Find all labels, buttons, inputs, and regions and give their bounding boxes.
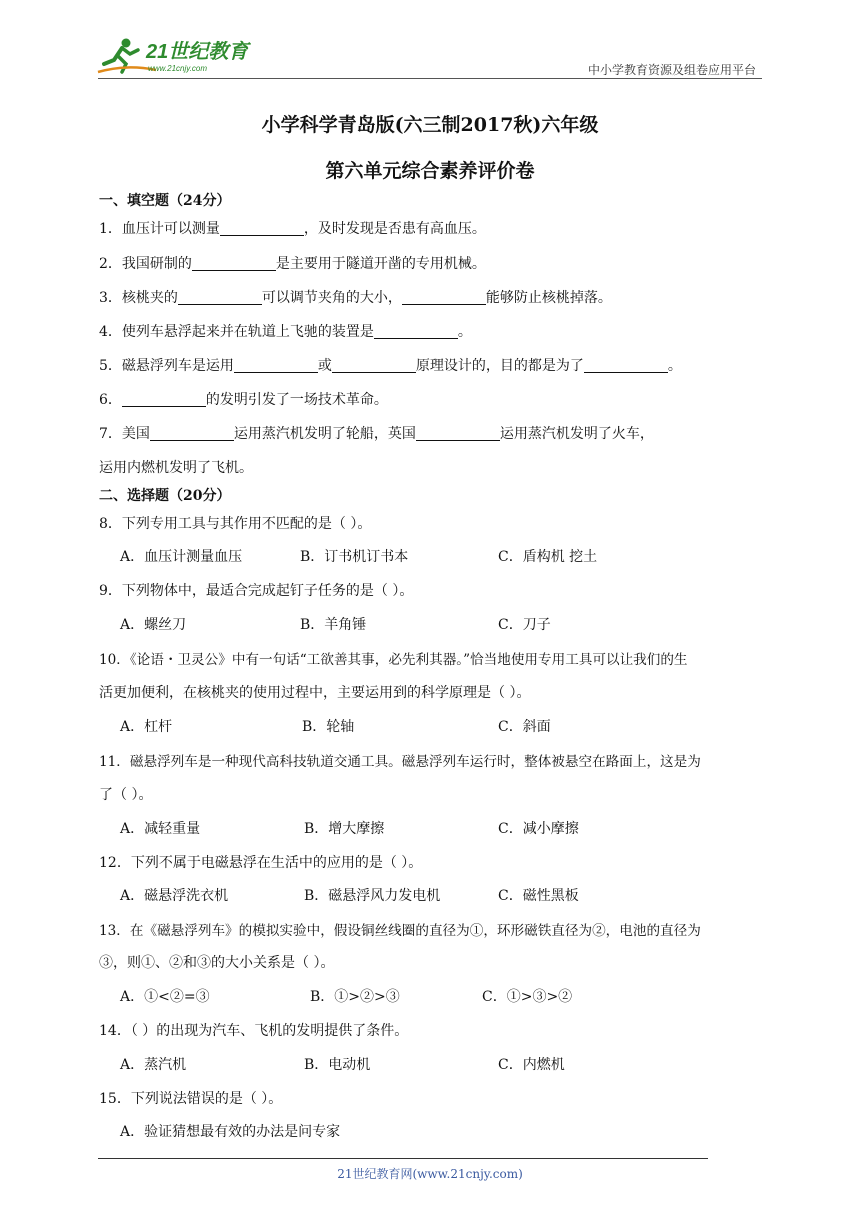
option-a[interactable]: A．螺丝刀 — [120, 617, 187, 633]
option-b[interactable]: B．磁悬浮风力发电机 — [304, 888, 441, 904]
question-6: 6． 的发明引发了一场技术革命。 — [99, 392, 388, 408]
question-7-cont: 运用内燃机发明了飞机。 — [99, 460, 253, 476]
option-a[interactable]: A．验证猜想最有效的办法是问专家 — [120, 1124, 341, 1140]
option-c[interactable]: C．内燃机 — [498, 1057, 565, 1073]
question-13-cont: ③，则①、②和③的大小关系是（ ）。 — [99, 955, 335, 971]
option-b[interactable]: B．羊角锤 — [300, 617, 367, 633]
exam-title: 小学科学青岛版(六三制2017秋)六年级 — [261, 114, 599, 136]
option-c[interactable]: C．盾构机 挖土 — [498, 549, 598, 565]
option-c[interactable]: C．减小摩擦 — [498, 821, 579, 837]
question-1: 1．血压计可以测量 ，及时发现是否患有高血压。 — [99, 221, 486, 237]
option-a[interactable]: A．磁悬浮洗衣机 — [120, 888, 229, 904]
site-logo — [96, 34, 256, 78]
question-7: 7．美国 运用蒸汽机发明了轮船，英国 运用蒸汽机发明了火车， — [99, 426, 654, 442]
option-a[interactable]: A．杠杆 — [120, 719, 173, 735]
question-11: 11．磁悬浮列车是一种现代高科技轨道交通工具。磁悬浮列车运行时，整体被悬空在路面上，这是为 — [99, 754, 701, 770]
question-11-cont: 了（ ）。 — [99, 787, 153, 803]
question-14: 14．（ ）的出现为汽车、飞机的发明提供了条件。 — [99, 1023, 409, 1039]
question-13: 13．在《磁悬浮列车》的模拟实验中，假设铜丝线圈的直径为①，环形磁铁直径为②，电池的直径为 — [99, 923, 701, 939]
section2-heading: 二、选择题（20分） — [99, 488, 231, 504]
answer-blank[interactable] — [402, 289, 486, 305]
platform-name: 中小学教育资源及组卷应用平台 — [587, 63, 756, 77]
logo-text: 21世纪教育 — [146, 41, 249, 63]
question-9: 9．下列物体中，最适合完成起钉子任务的是（ ）。 — [99, 583, 414, 599]
question-2: 2．我国研制的 是主要用于隧道开凿的专用机械。 — [99, 256, 486, 272]
answer-blank[interactable] — [332, 357, 416, 373]
option-a[interactable]: A．减轻重量 — [120, 821, 201, 837]
question-10-cont: 活更加便利，在核桃夹的使用过程中，主要运用到的科学原理是（ ）。 — [99, 685, 531, 701]
answer-blank[interactable] — [178, 289, 262, 305]
question-8: 8．下列专用工具与其作用不匹配的是（ ）。 — [99, 516, 372, 532]
question-15: 15．下列说法错误的是（ ）。 — [99, 1091, 283, 1107]
section1-heading: 一、填空题（24分） — [99, 193, 231, 209]
answer-blank[interactable] — [584, 357, 668, 373]
footer-link[interactable]: 21世纪教育网(www.21cnjy.com) — [337, 1167, 523, 1181]
option-a[interactable]: A．血压计测量血压 — [120, 549, 243, 565]
option-c[interactable]: C．①>③>② — [482, 989, 573, 1005]
option-c[interactable]: C．斜面 — [498, 719, 551, 735]
answer-blank[interactable] — [374, 323, 458, 339]
answer-blank[interactable] — [220, 220, 304, 236]
option-b[interactable]: B．轮轴 — [302, 719, 355, 735]
question-5: 5．磁悬浮列车是运用 或 原理设计的，目的都是为了 。 — [99, 358, 682, 374]
answer-blank[interactable] — [416, 425, 500, 441]
answer-blank[interactable] — [234, 357, 318, 373]
option-b[interactable]: B．电动机 — [304, 1057, 371, 1073]
option-b[interactable]: B．①>②>③ — [310, 989, 400, 1005]
option-a[interactable]: A．蒸汽机 — [120, 1057, 187, 1073]
logo-url: www.21cnjy.com — [148, 64, 207, 73]
option-b[interactable]: B．订书机订书本 — [300, 549, 409, 565]
option-c[interactable]: C．磁性黑板 — [498, 888, 579, 904]
answer-blank[interactable] — [192, 255, 276, 271]
option-c[interactable]: C．刀子 — [498, 617, 551, 633]
question-3: 3．核桃夹的 可以调节夹角的大小， 能够防止核桃掉落。 — [99, 290, 612, 306]
answer-blank[interactable] — [150, 425, 234, 441]
question-4: 4．使列车悬浮起来并在轨道上飞驰的装置是 。 — [99, 324, 472, 340]
footer-divider — [98, 1158, 708, 1159]
option-a[interactable]: A．①<②=③ — [120, 989, 210, 1005]
exam-subtitle: 第六单元综合素养评价卷 — [325, 160, 535, 182]
answer-blank[interactable] — [122, 391, 206, 407]
header-divider — [98, 78, 762, 79]
question-12: 12．下列不属于电磁悬浮在生活中的应用的是（ ）。 — [99, 855, 423, 871]
question-10: 10．《论语・卫灵公》中有一句话“工欲善其事，必先利其器。”恰当地使用专用工具可以让我们的生 — [99, 652, 688, 668]
option-b[interactable]: B．增大摩擦 — [304, 821, 385, 837]
